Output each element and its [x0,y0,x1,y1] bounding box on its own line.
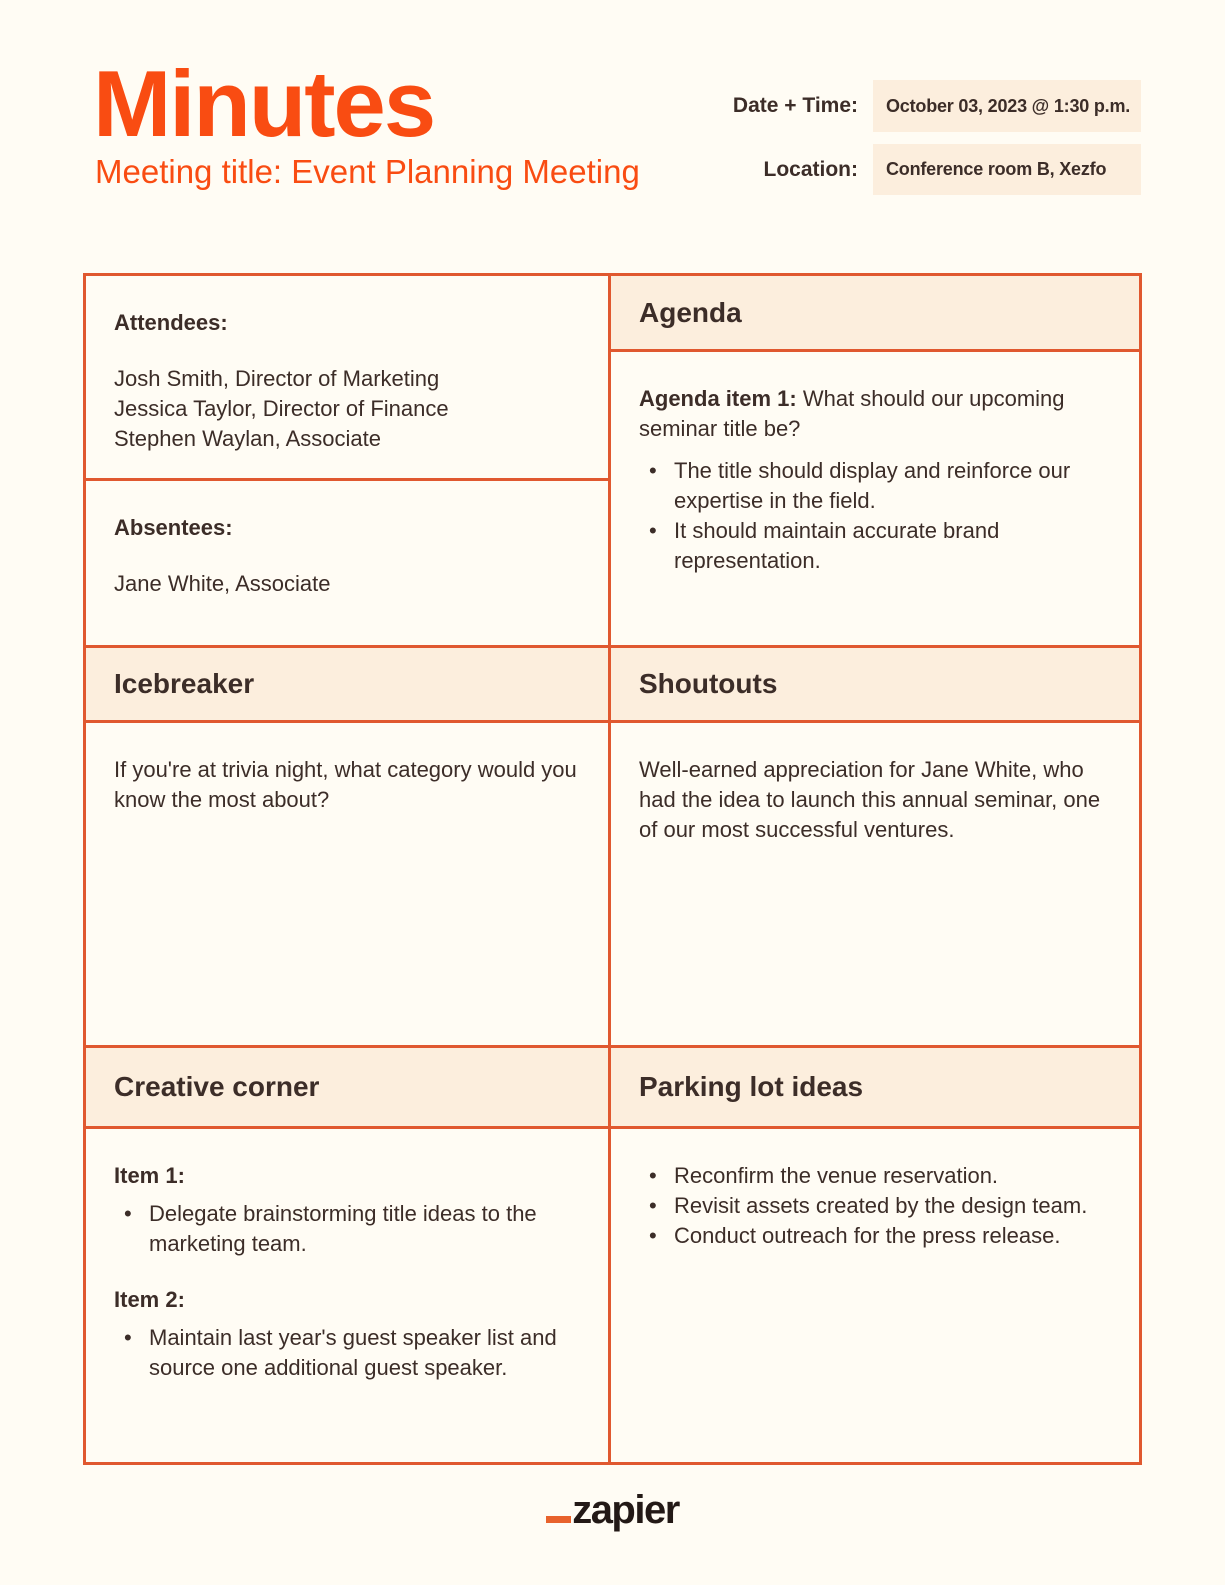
meeting-title-subtitle: Meeting title: Event Planning Meeting [95,153,640,190]
location-value: Conference room B, Xezfo [886,159,1107,179]
agenda-header-cell [611,276,1139,349]
bullet-text: Maintain last year's guest speaker list and source one additional guest speaker. [149,1325,557,1380]
shoutouts-header: Shoutouts [639,668,778,699]
bullet-text: Reconfirm the venue reservation. [674,1163,999,1188]
bullet-icon: • [649,518,657,543]
absentees-list [114,569,578,599]
list-item [639,456,1109,516]
list-item [639,1191,1109,1221]
bullet-icon: • [649,1163,657,1188]
absentee-name: Jane White, Associate [114,571,331,596]
table-left-column [86,276,608,1462]
location-label: Location: [763,158,858,181]
shoutouts-text: Well-earned appreciation for Jane White, who had the idea to launch this annual seminar, one of our most successful ventures. [639,757,1101,842]
minutes-table [83,273,1142,1465]
date-time-value: October 03, 2023 @ 1:30 p.m. [886,95,1131,116]
attendee-name: Stephen Waylan, Associate [114,426,382,451]
location-value-field[interactable] [873,144,1141,195]
bullet-text: It should maintain accurate brand representation. [674,518,1000,573]
icebreaker-text: If you're at trivia night, what category would you know the most about? [114,757,577,812]
bullet-icon: • [124,1201,132,1226]
creative-corner-header: Creative corner [114,1071,320,1102]
page-title: Minutes [93,51,435,156]
item-bullets [114,1323,578,1383]
parking-lot-header: Parking lot ideas [639,1071,864,1102]
absentees-label: Absentees: [114,515,233,540]
table-right-column [611,276,1139,1462]
shoutouts-content-cell [611,723,1139,1045]
attendee-name: Josh Smith, Director of Marketing [114,366,440,391]
agenda-item [639,384,1109,444]
list-item [114,1323,578,1383]
list-item [639,1161,1109,1191]
shoutouts-header-cell [611,648,1139,720]
bullet-text: The title should display and reinforce our expertise in the field. [674,458,1071,513]
date-time-label: Date + Time: [732,94,858,117]
parking-lot-content-cell [611,1129,1139,1462]
attendees-cell [86,276,608,478]
attendee-name: Jessica Taylor, Director of Finance [114,396,449,421]
parking-lot-header-cell [611,1048,1139,1126]
agenda-header: Agenda [639,296,742,328]
list-item [639,1221,1109,1251]
absentees-cell [86,481,608,645]
item-bullets [114,1199,578,1259]
icebreaker-header: Icebreaker [114,668,255,699]
attendees-list [114,364,578,454]
agenda-content-cell [611,352,1139,645]
bullet-icon: • [649,1223,657,1248]
creative-corner-header-cell [86,1048,608,1126]
parking-lot-bullets [639,1161,1109,1251]
bullet-icon: • [124,1325,132,1350]
icebreaker-header-cell [86,648,608,720]
list-item [114,1199,578,1259]
zapier-logo-text: zapier [572,1488,679,1532]
attendees-label: Attendees: [114,310,228,335]
bullet-text: Delegate brainstorming title ideas to the marketing team. [149,1201,537,1256]
bullet-text: Revisit assets created by the design team. [674,1193,1088,1218]
agenda-item-text: What should our upcoming seminar title be? [639,386,1065,441]
item-label: Item 2: [114,1287,185,1312]
agenda-item-label: Agenda item 1: [639,386,797,411]
agenda-bullets [639,456,1109,576]
item-label: Item 1: [114,1163,185,1188]
icebreaker-content-cell [86,723,608,1045]
creative-corner-content-cell [86,1129,608,1462]
bullet-text: Conduct outreach for the press release. [674,1223,1061,1248]
bullet-icon: • [649,458,657,483]
zapier-logo [0,1490,1225,1530]
zapier-underscore-icon [546,1516,571,1523]
date-time-value-field[interactable] [873,80,1141,132]
bullet-icon: • [649,1193,657,1218]
list-item [639,516,1109,576]
